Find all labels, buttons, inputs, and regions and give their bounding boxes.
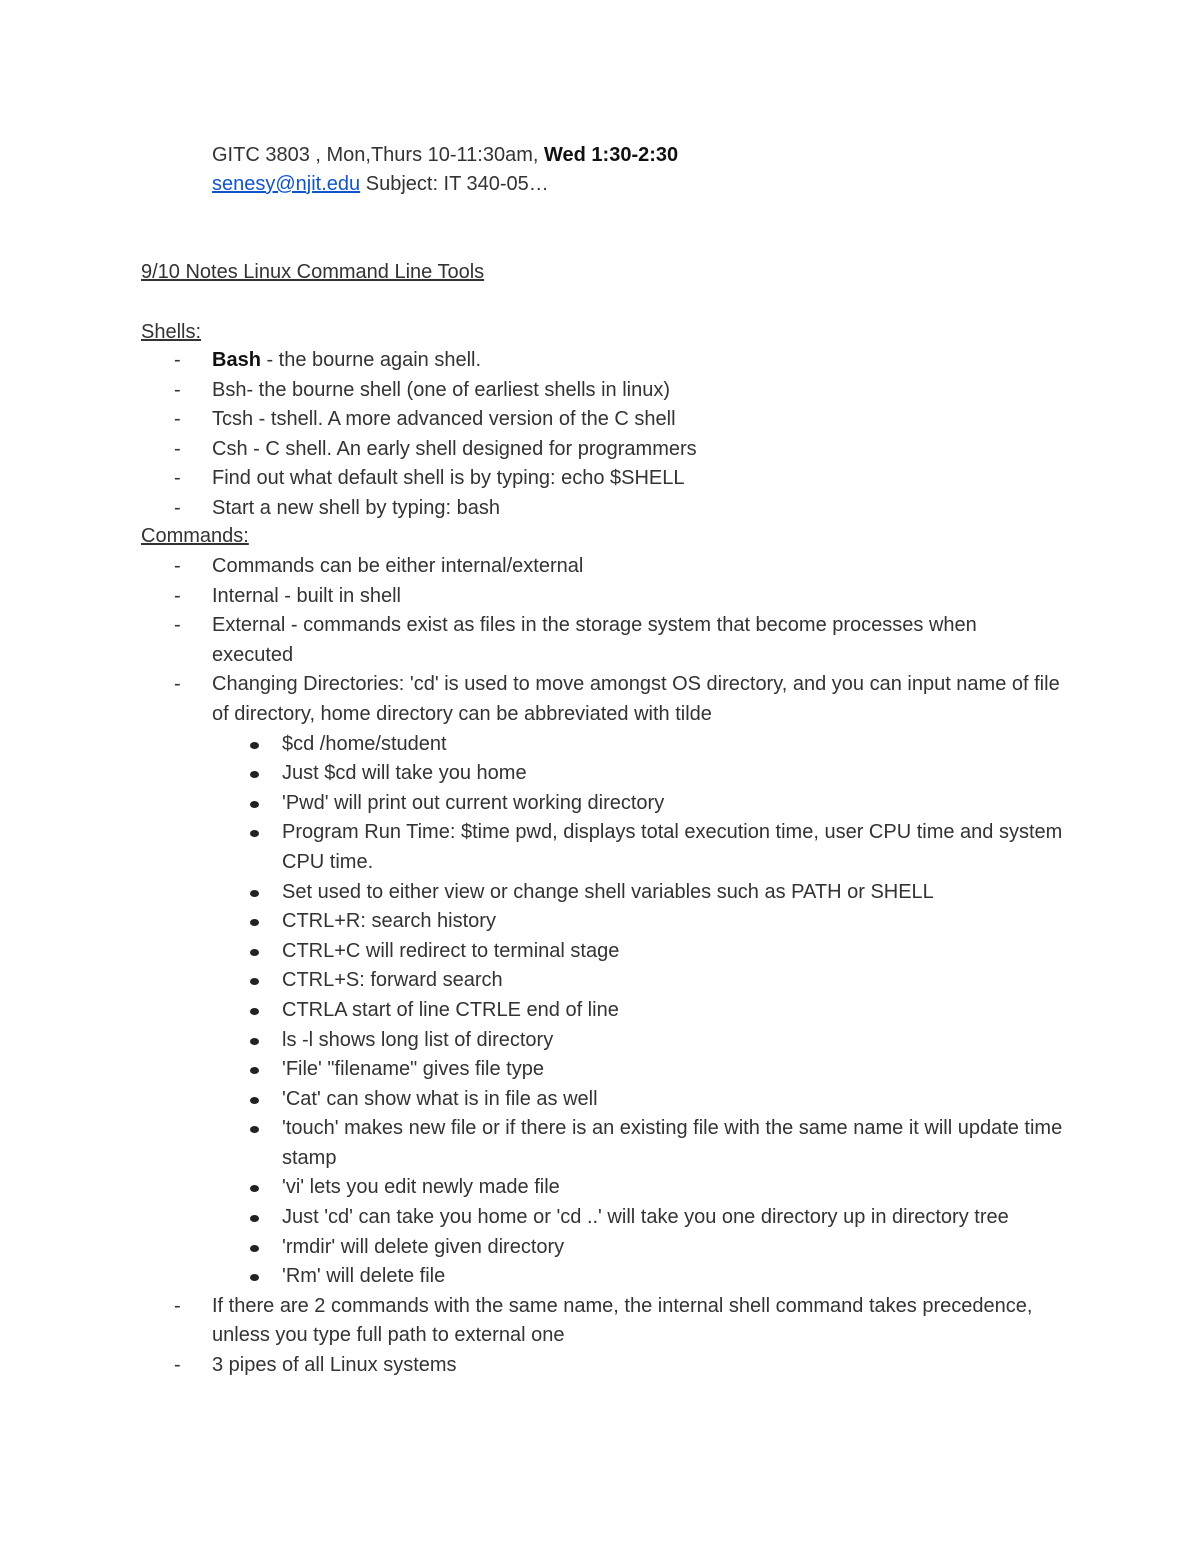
item-text: CTRLA start of line CTRLE end of line [282, 998, 619, 1021]
dash-marker: - [174, 496, 181, 519]
dash-marker: - [174, 408, 181, 431]
dash-marker: - [174, 555, 181, 577]
list-item [0, 346, 1062, 376]
sub-list-item [0, 1203, 1072, 1233]
bullet-icon [250, 1245, 259, 1252]
bullet-icon [250, 1008, 259, 1015]
sub-list-item [0, 907, 1072, 937]
subject-text: Subject: IT 340-05… [360, 173, 549, 195]
bullet-icon [250, 1215, 259, 1222]
item-text: CTRL+R: search history [282, 910, 496, 933]
contact-line [212, 170, 549, 198]
bullet-icon [250, 742, 259, 749]
shells-list [0, 346, 1200, 524]
item-text: 'File' "filename" gives file type [282, 1058, 544, 1081]
item-text: 'Cat' can show what is in file as well [282, 1087, 598, 1110]
list-item [0, 494, 1062, 524]
item-bold-text: Bash [212, 349, 261, 371]
bullet-icon [250, 890, 259, 897]
item-text: - the bourne again shell. [260, 349, 482, 371]
dash-marker: - [174, 467, 181, 490]
sub-list-item [0, 759, 1072, 789]
list-item [0, 435, 1062, 465]
item-text: Just 'cd' can take you home or 'cd ..' will take you one directory up in directory tree [282, 1206, 1009, 1229]
sub-list-item [0, 937, 1072, 967]
bullet-icon [250, 1097, 259, 1104]
bullet-icon [250, 1067, 259, 1074]
dash-marker: - [174, 349, 181, 371]
bullet-icon [250, 830, 259, 837]
item-text: $cd /home/student [282, 732, 447, 755]
bullet-icon [250, 771, 259, 778]
bullet-icon [250, 1126, 259, 1133]
item-text: 'vi' lets you edit newly made file [282, 1176, 560, 1199]
item-text: Csh - C shell. An early shell designed for programmers [212, 437, 697, 460]
item-text: CTRL+C will redirect to terminal stage [282, 939, 620, 962]
item-text: ls -l shows long list of directory [282, 1028, 554, 1051]
sub-list-item [0, 1026, 1072, 1056]
sub-list-item [0, 1233, 1072, 1263]
item-text: 3 pipes of all Linux systems [212, 1354, 457, 1377]
dash-marker: - [174, 437, 181, 460]
bullet-icon [250, 978, 259, 985]
bullet-icon [250, 1038, 259, 1045]
list-item [0, 582, 1062, 612]
sub-list-item [0, 818, 1072, 877]
item-text: Internal - built in shell [212, 584, 401, 607]
commands-heading: Commands: [141, 525, 249, 547]
notes-title: 9/10 Notes Linux Command Line Tools [141, 261, 485, 283]
shells-heading: Shells: [141, 321, 202, 343]
sub-list-item [0, 1173, 1072, 1203]
bullet-icon [250, 801, 259, 808]
sub-list-item [0, 996, 1072, 1026]
sub-list-item [0, 730, 1072, 760]
sub-list-item [0, 1055, 1072, 1085]
item-text: External - commands exist as files in the storage system that become processes when executed [212, 614, 977, 666]
dash-marker: - [174, 584, 181, 607]
dash-marker: - [174, 1354, 181, 1377]
course-info-line [212, 141, 678, 169]
item-text: Tcsh - tshell. A more advanced version of the C shell [212, 408, 676, 431]
sub-list-item [0, 1114, 1072, 1173]
dash-marker: - [174, 1294, 181, 1317]
email-link[interactable]: senesy@njit.edu [212, 173, 361, 195]
item-text: Bsh- the bourne shell (one of earliest shells in linux) [212, 378, 671, 401]
office-hours-bold: Wed 1:30-2:30 [544, 144, 679, 166]
dash-marker: - [174, 614, 181, 637]
list-item [0, 552, 1062, 582]
item-text: Just $cd will take you home [282, 762, 527, 785]
item-text: If there are 2 commands with the same name, the internal shell command takes precedence, unless you type full path to external one [212, 1294, 1033, 1347]
list-item [0, 1292, 1062, 1351]
bullet-icon [250, 1185, 259, 1192]
list-item [0, 670, 1062, 729]
course-schedule-text: GITC 3803 , Mon,Thurs 10-11:30am, [212, 144, 545, 166]
item-text: Find out what default shell is by typing: echo $SHELL [212, 467, 685, 490]
dash-marker: - [174, 378, 181, 401]
bullet-icon [250, 919, 259, 926]
item-text: 'rmdir' will delete given directory [282, 1235, 565, 1258]
item-text: Start a new shell by typing: bash [212, 496, 500, 519]
commands-list [0, 552, 1200, 1381]
dash-marker: - [174, 673, 181, 696]
bullet-icon [250, 949, 259, 956]
list-item [0, 464, 1062, 494]
sub-list-item [0, 966, 1072, 996]
list-item [0, 1351, 1062, 1381]
item-text: 'touch' makes new file or if there is an existing file with the same name it will update time stamp [282, 1117, 1063, 1169]
bullet-icon [250, 1274, 259, 1281]
item-text: Program Run Time: $time pwd, displays total execution time, user CPU time and system CPU time. [282, 821, 1063, 873]
item-text: 'Rm' will delete file [282, 1265, 446, 1288]
item-text: 'Pwd' will print out current working directory [282, 791, 665, 814]
sub-list-item [0, 789, 1072, 819]
item-text: Changing Directories: 'cd' is used to move amongst OS directory, and you can input name of file of directory, home directory can be abbreviated with tilde [212, 673, 1060, 725]
sub-list-item [0, 1262, 1072, 1292]
item-text: CTRL+S: forward search [282, 969, 503, 992]
list-item [0, 376, 1062, 406]
sub-list-item [0, 878, 1072, 908]
item-text: Set used to either view or change shell variables such as PATH or SHELL [282, 880, 934, 903]
list-item [0, 611, 1062, 670]
sub-list-item [0, 1085, 1072, 1115]
item-text: Commands can be either internal/external [212, 555, 584, 577]
list-item [0, 405, 1062, 435]
